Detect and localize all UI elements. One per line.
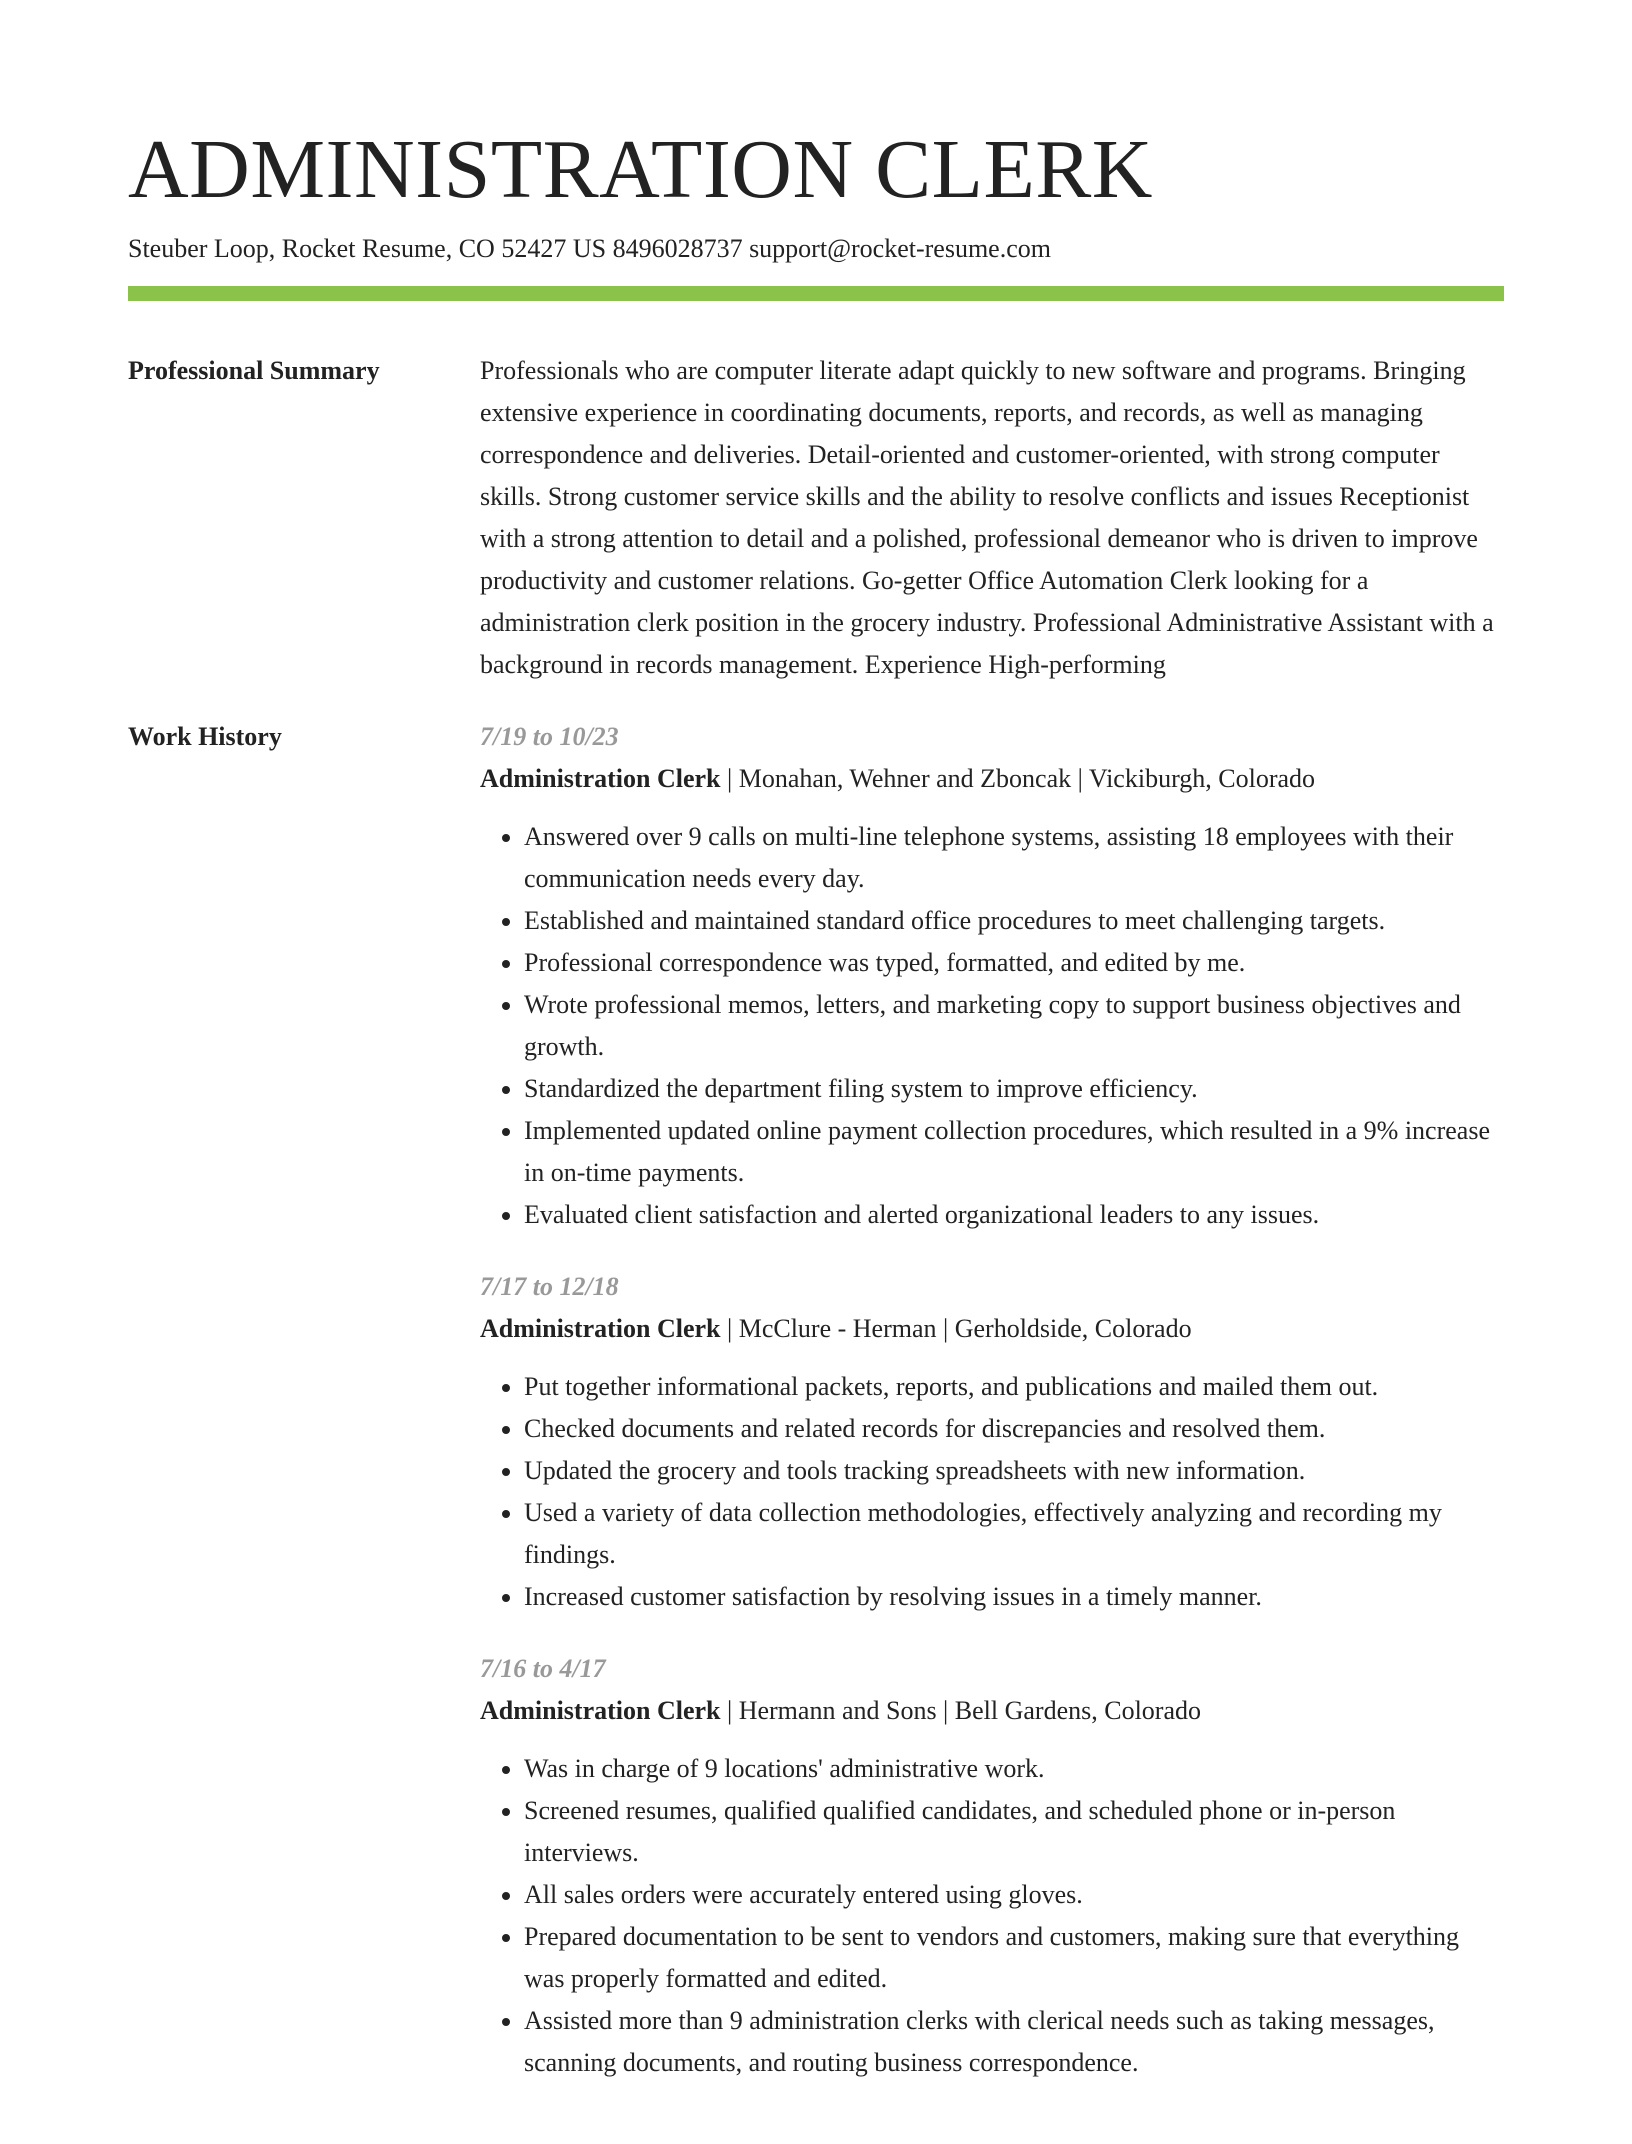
job-heading: [480, 1308, 1504, 1350]
job-bullet: • Standardized the department filing system to improve efficiency.: [524, 1068, 1504, 1110]
work-history-section: [128, 716, 1504, 2114]
job-bullet: • Established and maintained standard office procedures to meet challenging targets.: [524, 900, 1504, 942]
job-bullet: • Increased customer satisfaction by resolving issues in a timely manner.: [524, 1576, 1504, 1618]
job-dates: 7/17 to 12/18: [480, 1272, 619, 1301]
job-heading: [480, 1690, 1504, 1732]
job-bullet: • Prepared documentation to be sent to vendors and customers, making sure that everything was properly formatted and edited.: [524, 1916, 1504, 2000]
job-employer-location: | McClure - Herman | Gerholdside, Colorado: [720, 1314, 1192, 1343]
job-bullet: • Assisted more than 9 administration clerks with clerical needs such as taking messages, scanning documents, and routing business correspondence.: [524, 2000, 1504, 2084]
job-bullet: • Professional correspondence was typed, formatted, and edited by me.: [524, 942, 1504, 984]
job-bullet: • Screened resumes, qualified qualified candidates, and scheduled phone or in-person interviews.: [524, 1790, 1504, 1874]
job-bullet: • Checked documents and related records for discrepancies and resolved them.: [524, 1408, 1504, 1450]
section-label-professional-summary: Professional Summary: [128, 356, 380, 385]
job-dates: 7/16 to 4/17: [480, 1654, 606, 1683]
job-bullet: • Evaluated client satisfaction and alerted organizational leaders to any issues.: [524, 1194, 1504, 1236]
job-title: Administration Clerk: [480, 764, 721, 793]
job-heading: [480, 758, 1504, 800]
job-bullet: • All sales orders were accurately entered using gloves.: [524, 1874, 1504, 1916]
job-employer-location: | Hermann and Sons | Bell Gardens, Colorado: [720, 1696, 1201, 1725]
job-bullet: • Was in charge of 9 locations' administrative work.: [524, 1748, 1504, 1790]
job-bullets: [480, 1366, 1504, 1618]
job-dates: 7/19 to 10/23: [480, 722, 619, 751]
job-bullet: • Wrote professional memos, letters, and marketing copy to support business objectives and growth.: [524, 984, 1504, 1068]
job-bullets: [480, 1748, 1504, 2084]
job-title: Administration Clerk: [480, 1314, 721, 1343]
job-employer-location: | Monahan, Wehner and Zboncak | Vickiburgh, Colorado: [720, 764, 1316, 793]
job-bullet: • Put together informational packets, reports, and publications and mailed them out.: [524, 1366, 1504, 1408]
section-label-work-history: Work History: [128, 722, 282, 751]
header-divider: [128, 286, 1504, 301]
job-bullet: • Answered over 9 calls on multi-line telephone systems, assisting 18 employees with their communication needs every day.: [524, 816, 1504, 900]
job-bullet: • Updated the grocery and tools tracking spreadsheets with new information.: [524, 1450, 1504, 1492]
job-title: Administration Clerk: [480, 1696, 721, 1725]
professional-summary-section: [128, 350, 1504, 686]
job-bullet: • Implemented updated online payment collection procedures, which resulted in a 9% increase in on-time payments.: [524, 1110, 1504, 1194]
job-bullets: [480, 816, 1504, 1236]
job-entry: [480, 716, 1504, 1236]
job-entry: [480, 1648, 1504, 2084]
resume-content: [128, 350, 1504, 2144]
summary-body: [480, 350, 1504, 686]
contact-line: Steuber Loop, Rocket Resume, CO 52427 US 8496028737 support@rocket-resume.com: [128, 234, 1051, 263]
summary-text: Professionals who are computer literate adapt quickly to new software and programs. Bringing extensive experience in coordinating documents, reports, and records, as well as managing correspondence and deliveries. Detail-oriented and customer-oriented, with strong computer skills. Strong customer service skills and the ability to resolve conflicts and issues Receptionist with a strong attention to detail and a polished, professional demeanor who is driven to improve productivity and customer relations. Go-getter Office Automation Clerk looking for a administration clerk position in the grocery industry. Professional Administrative Assistant with a background in records management. Experience High-performing: [480, 356, 1494, 679]
job-entry: [480, 1266, 1504, 1618]
job-bullet: • Used a variety of data collection methodologies, effectively analyzing and recording my findings.: [524, 1492, 1504, 1576]
work-history-body: [480, 716, 1504, 2114]
resume-name-heading: ADMINISTRATION CLERK: [128, 123, 1153, 216]
